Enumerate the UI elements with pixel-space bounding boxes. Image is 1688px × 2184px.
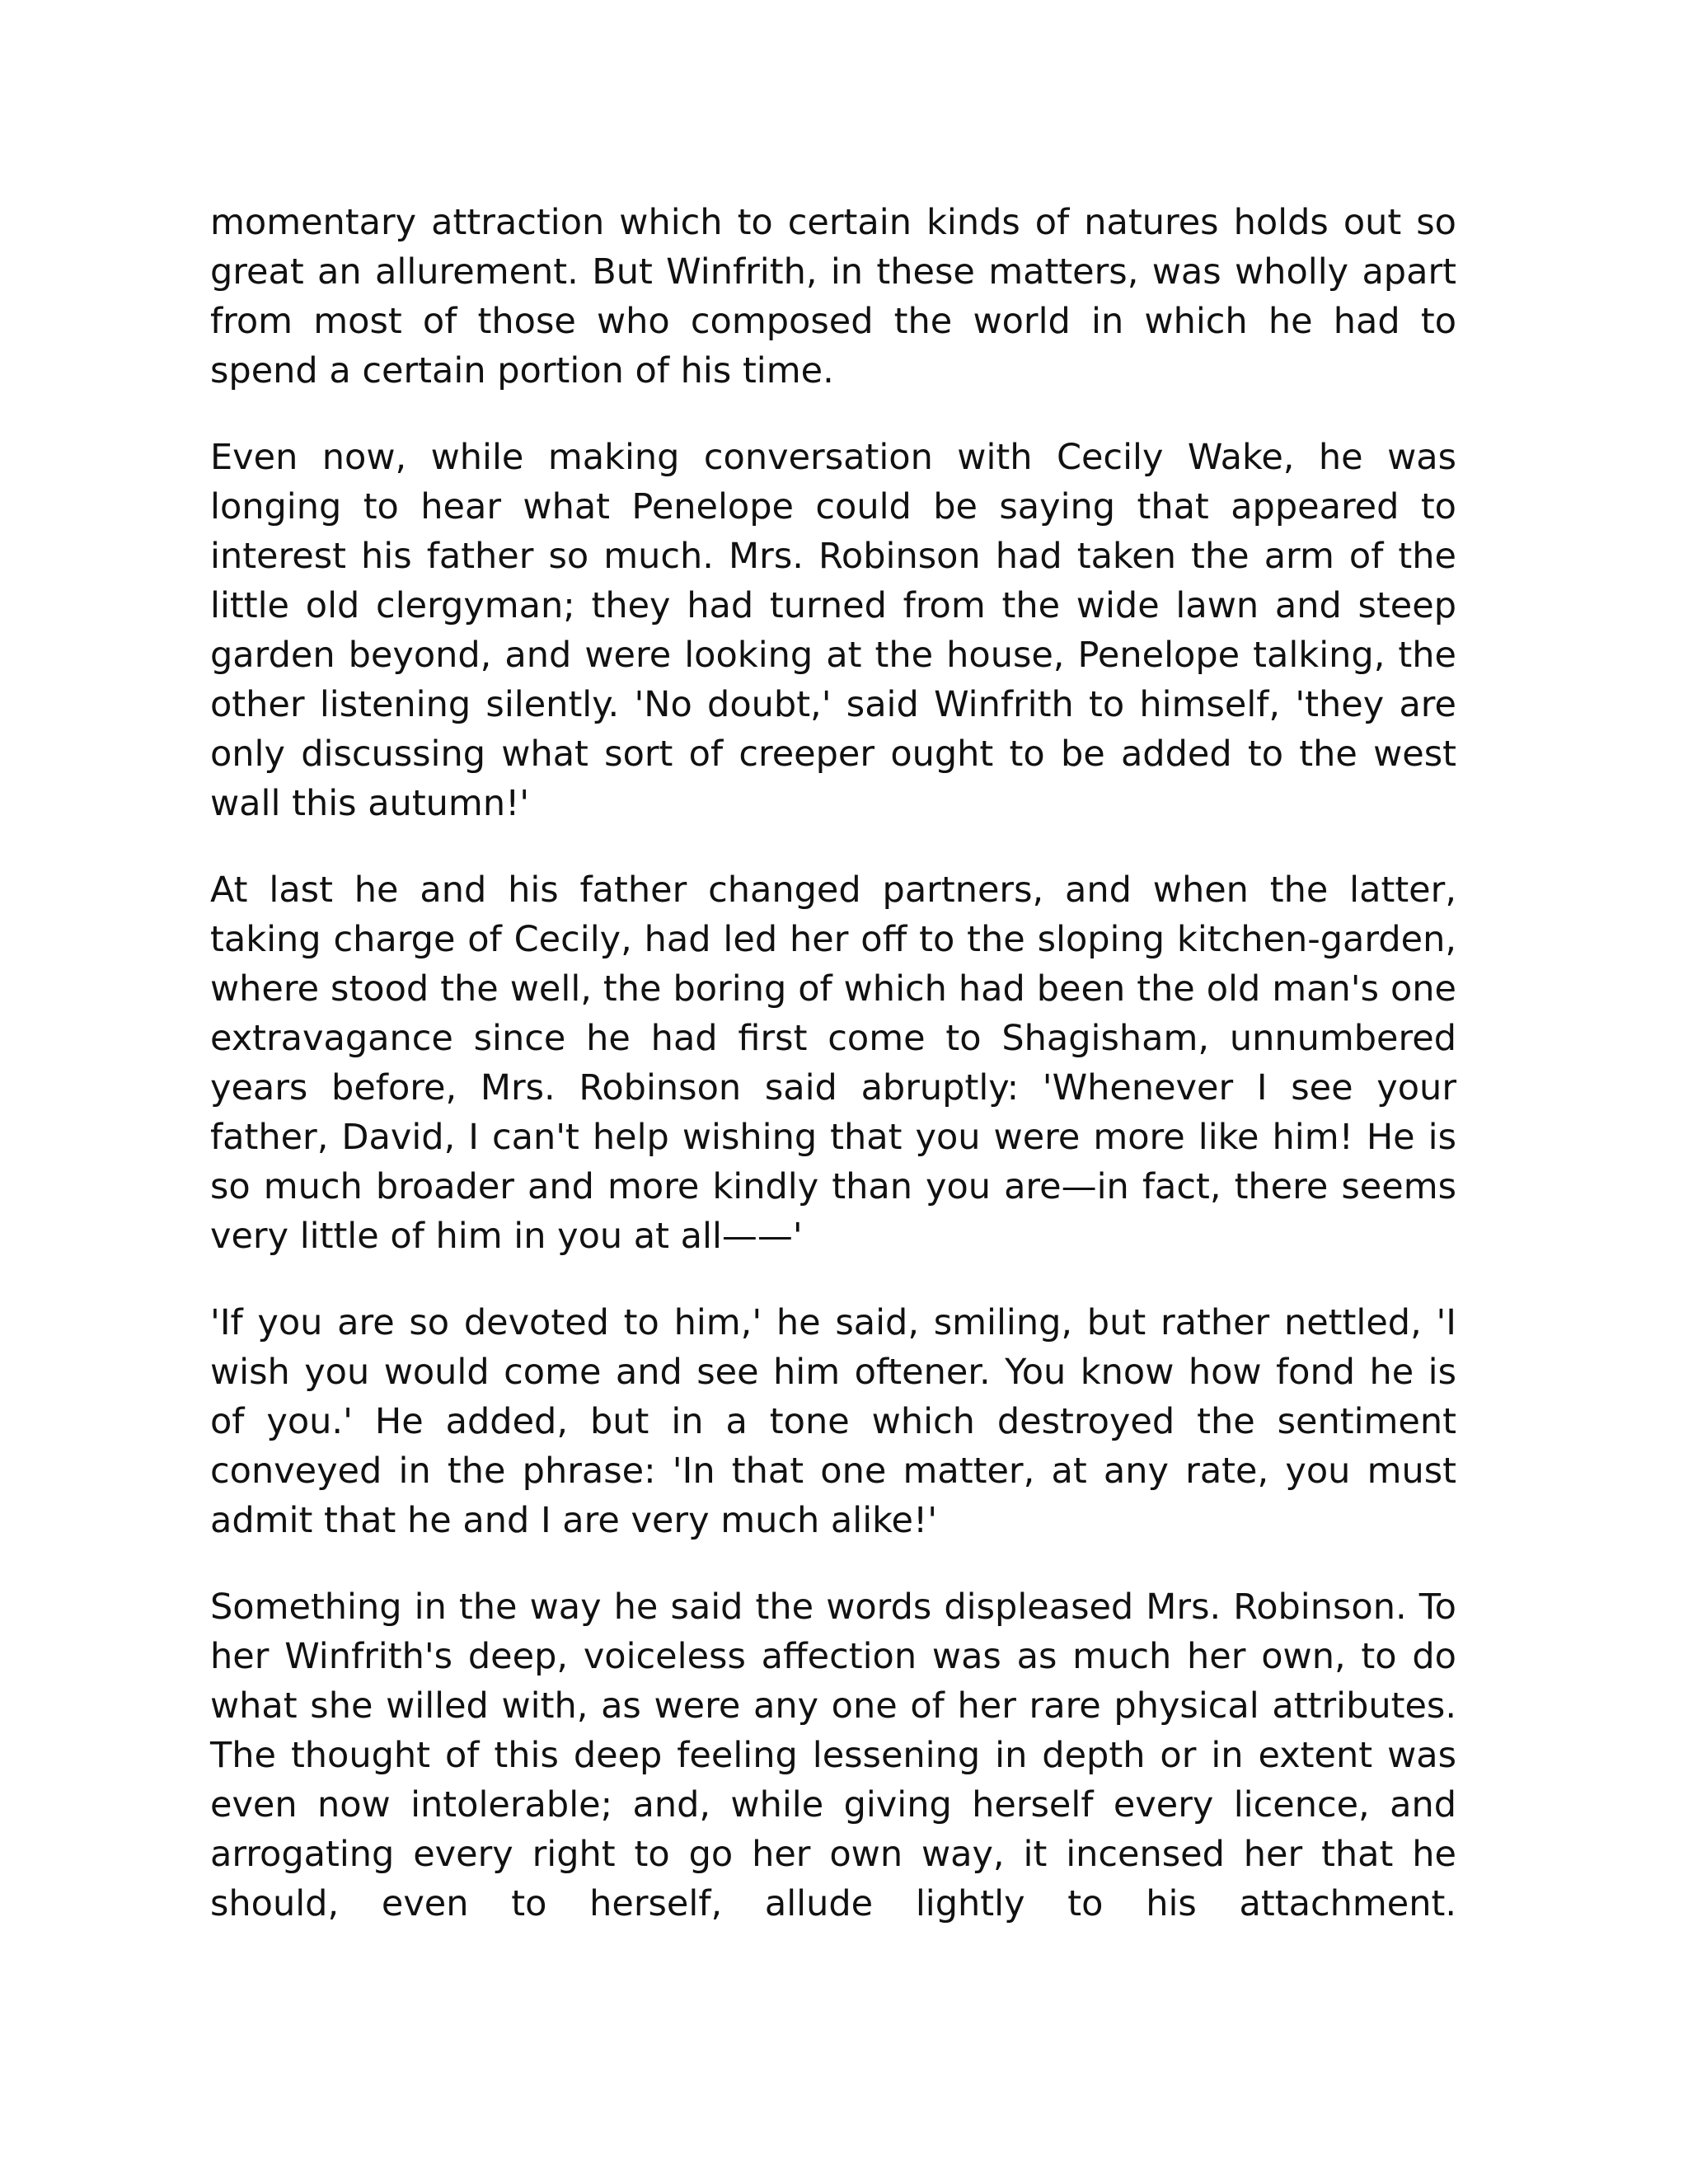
page-body	[210, 198, 1456, 1929]
paragraph-5: Something in the way he said the words displeased Mrs. Robinson. To her Winfrith's deep, voiceless affection was as much her own, to do what she willed with, as were any one of her rare physical attributes. The thought of this deep feeling lessening in depth or in extent was even now intolerable; and, while giving herself every licence, and arrogating every right to go her own way, it incensed her that he should, even to herself, allude lightly to his attachment.	[210, 1586, 1456, 1924]
paragraph-3: At last he and his father changed partners, and when the latter, taking charge of Cecily, had led her off to the sloping kitchen-garden, where stood the well, the boring of which had been the old man's one extravagance since he had first come to Shagisham, unnumbered years before, Mrs. Robinson said abruptly: 'Whenever I see your father, David, I can't help wishing that you were more like him! He is so much broader and more kindly than you are—in fact, there seems very little of him in you at all——'	[210, 869, 1456, 1257]
paragraph-4: 'If you are so devoted to him,' he said, smiling, but rather nettled, 'I wish you would come and see him oftener. You know how fond he is of you.' He added, but in a tone which destroyed the sentiment conveyed in the phrase: 'In that one matter, at any rate, you must admit that he and I are very much alike!'	[210, 1302, 1456, 1541]
paragraph-2: Even now, while making conversation with Cecily Wake, he was longing to hear what Penelope could be saying that appeared to interest his father so much. Mrs. Robinson had taken the arm of the little old clergyman; they had turned from the wide lawn and steep garden beyond, and were looking at the house, Penelope talking, the other listening silently. 'No doubt,' said Winfrith to himself, 'they are only discussing what sort of creeper ought to be added to the west wall this autumn!'	[210, 437, 1456, 824]
paragraph-1: momentary attraction which to certain kinds of natures holds out so great an allurement. But Winfrith, in these matters, was wholly apart from most of those who composed the world in which he had to spend a certain portion of his time.	[210, 202, 1456, 391]
